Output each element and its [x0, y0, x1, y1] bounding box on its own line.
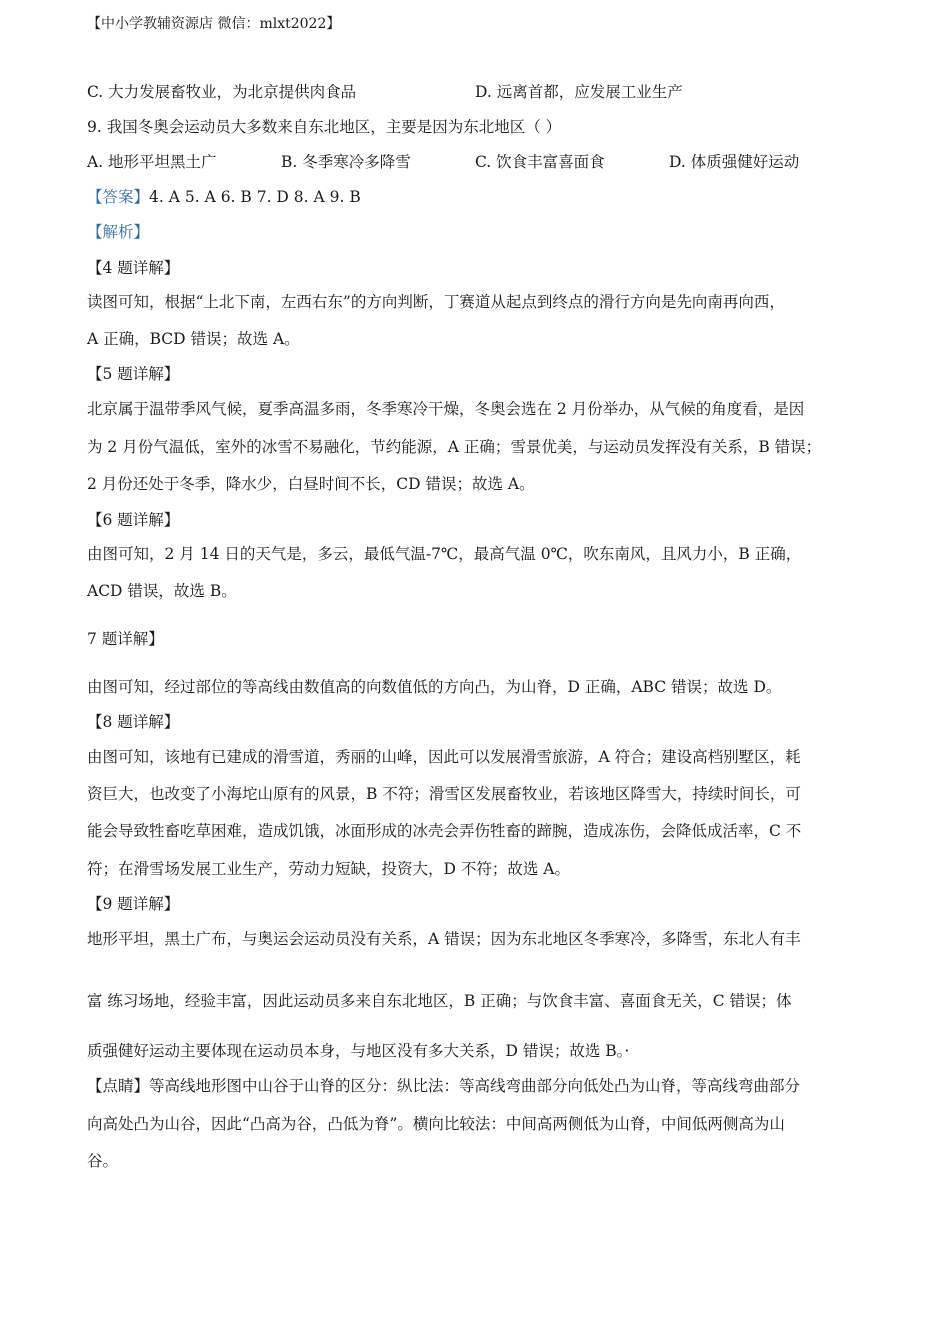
q8-option-d: D. 远离首都，应发展工业生产	[475, 83, 683, 101]
answer-line	[87, 187, 361, 207]
q9-option-d: D. 体质强健好运动	[669, 153, 800, 171]
q8-option-c: C. 大力发展畜牧业，为北京提供肉食品	[87, 83, 357, 101]
q5-line: 2 月份还处于冬季，降水少，白昼时间不长，CD 错误；故选 A。	[87, 475, 535, 493]
tip-text: 等高线地形图中山谷于山脊的区分：纵比法：等高线弯曲部分向低处凸为山脊，等高线弯曲部分	[149, 1077, 801, 1095]
tip-label: 【点睛】	[87, 1077, 150, 1095]
q8-title: 【8 题详解】	[87, 713, 180, 731]
answer-text: 4. A 5. A 6. B 7. D 8. A 9. B	[149, 188, 361, 206]
q6-line: ACD 错误，故选 B。	[87, 582, 237, 600]
q6-title: 【6 题详解】	[87, 511, 180, 529]
q7-line: 由图可知，经过部位的等高线由数值高的向数值低的方向凸，为山脊，D 正确，ABC 错误；故选 D。	[87, 678, 782, 696]
q4-line: A 正确，BCD 错误；故选 A。	[87, 330, 300, 348]
q9-option-c: C. 饮食丰富喜面食	[475, 153, 605, 171]
q9-option-a: A. 地形平坦黑土广	[87, 153, 217, 171]
q5-line: 为 2 月份气温低，室外的冰雪不易融化，节约能源，A 正确；雪景优美，与运动员发挥没有关系，B 错误；	[87, 438, 822, 456]
q6-line: 由图可知，2 月 14 日的天气是，多云，最低气温-7℃，最高气温 0℃，吹东南风，且风力小，B 正确，	[87, 545, 802, 563]
q9-detail-line: 质强健好运动主要体现在运动员本身，与地区没有多大关系，D 错误；故选 B。·	[87, 1042, 630, 1060]
q4-title: 【4 题详解】	[87, 259, 180, 277]
q8-line: 资巨大，也改变了小海坨山原有的风景，B 不符；滑雪区发展畜牧业，若该地区降雪大，持续时间长，可	[87, 785, 801, 803]
q5-title: 【5 题详解】	[87, 365, 180, 383]
q7-title: 7 题详解】	[87, 630, 164, 648]
q9-detail-line: 地形平坦，黑土广布，与奥运会运动员没有关系，A 错误；因为东北地区冬季寒冷，多降雪，东北人有丰	[87, 930, 801, 948]
q8-line: 能会导致牲畜吃草困难，造成饥饿，冰面形成的冰壳会弄伤牲畜的蹄腕，造成冻伤，会降低成活率，C 不	[87, 822, 802, 840]
q4-line: 读图可知，根据“上北下南，左西右东”的方向判断，丁赛道从起点到终点的滑行方向是先向南再向西，	[87, 293, 785, 311]
q5-line: 北京属于温带季风气候，夏季高温多雨，冬季寒冷干燥，冬奥会选在 2 月份举办，从气候的角度看，是因	[87, 400, 805, 418]
q8-line: 由图可知，该地有已建成的滑雪道，秀丽的山峰，因此可以发展滑雪旅游，A 符合；建设高档别墅区，耗	[87, 748, 801, 766]
answer-label: 【答案】	[87, 188, 150, 206]
tip-line: 向高处凸为山谷，因此“凸高为谷，凸低为脊”。横向比较法：中间高两侧低为山脊，中间低两侧高为山	[87, 1115, 785, 1133]
q9-stem: 9. 我国冬奥会运动员大多数来自东北地区，主要是因为东北地区（ ）	[87, 118, 562, 136]
analysis-label: 【解析】	[87, 223, 150, 241]
q9-detail-title: 【9 题详解】	[87, 895, 180, 913]
q9-detail-line: 富 练习场地，经验丰富，因此运动员多来自东北地区，B 正确；与饮食丰富、喜面食无关，C 错误；体	[87, 992, 792, 1010]
q8-line: 符；在滑雪场发展工业生产，劳动力短缺，投资大，D 不符；故选 A。	[87, 860, 570, 878]
tip-line: 谷。	[87, 1152, 119, 1170]
q9-option-b: B. 冬季寒冷多降雪	[281, 153, 411, 171]
tip-line	[87, 1076, 800, 1096]
page-header: 【中小学教辅资源店 微信：mlxt2022】	[87, 16, 341, 32]
